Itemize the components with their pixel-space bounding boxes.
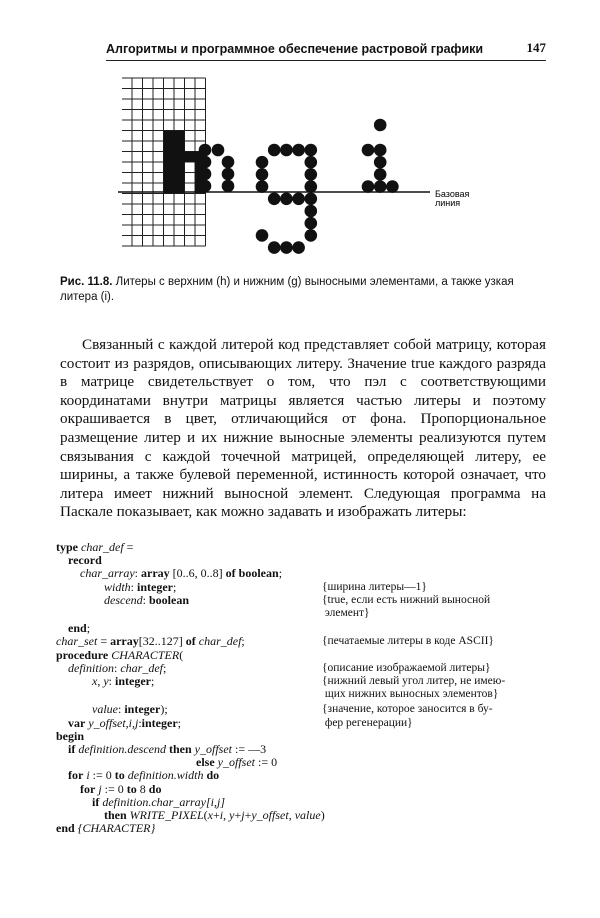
program-token: := 0 <box>101 781 127 796</box>
program-line <box>68 717 181 730</box>
program-token: width <box>104 579 131 594</box>
body-paragraph: Связанный с каждой литерой код представляет собой матрицу, которая состоит из разрядов, описывающих литеру. Значение true каждого разряда в матрице свидетельствует о том, что пэл с соответствующими координатами внутри матрицы является частью литеры и поэтому окрашивается в цвет, отличающийся от фона. Пропорциональное размещение литер и их нижние выносные элементы реализуются путем связывания с каждой точечной матрицей, определяющей литеру, ее ширины, а также булевой переменной, истинность которой означает, что литера имеет нижний выносной элемент. Следующая программа на Паскале показывает, как можно задавать и изображать литеры: <box>60 336 546 521</box>
program-token: definition.char_array[i,j] <box>99 794 226 809</box>
program-token: = <box>123 540 134 554</box>
dot-g <box>268 144 281 157</box>
program-token: value <box>92 702 118 717</box>
program-token: for <box>80 781 96 796</box>
pixel-h <box>185 152 196 163</box>
program-token: then <box>169 742 192 756</box>
pixel-h <box>174 141 185 152</box>
program-token: char_def <box>81 540 124 554</box>
program-token: for <box>68 768 84 783</box>
program-token: ; <box>177 715 181 730</box>
pixel-h <box>164 141 175 152</box>
program-token: , <box>288 808 295 822</box>
figure-caption <box>60 275 546 305</box>
program-comment: {описание изображаемой литеры} <box>322 661 491 674</box>
dot-g <box>305 205 318 218</box>
pixel-h <box>174 162 185 173</box>
dot-g <box>268 193 281 206</box>
caption-label: Рис. 11.8. <box>60 276 113 288</box>
body-paragraph-block <box>60 336 546 522</box>
dot-h <box>199 180 212 193</box>
dot-g <box>305 193 318 206</box>
program-token: + <box>244 808 252 822</box>
pixel-h <box>174 173 185 184</box>
dot-h <box>212 144 225 157</box>
program-token: do <box>206 768 220 783</box>
program-token: ; <box>241 634 245 649</box>
program-token: : <box>138 715 142 730</box>
letter-g-dots <box>256 144 317 254</box>
program-token: [32..127] <box>138 634 186 649</box>
dot-i <box>374 156 387 169</box>
caption-text: Литеры с верхним (h) и нижним (g) выносными элементами, а также узкая литера (i). <box>60 276 514 303</box>
baseline-label-1: Базовая <box>435 189 470 199</box>
page-number: 147 <box>526 40 546 55</box>
program-token: begin <box>56 728 85 743</box>
program-token: : <box>108 674 115 688</box>
letter-matrix-figure <box>110 70 490 265</box>
program-token: WRITE_PIXEL <box>126 808 204 822</box>
program-token: integer <box>141 715 178 730</box>
dot-g <box>256 229 269 242</box>
dot-g <box>305 144 318 157</box>
program-token: y <box>103 674 109 688</box>
dot-h <box>222 156 235 169</box>
program-token: procedure <box>56 647 109 662</box>
program-token: else <box>196 755 215 770</box>
dot-i <box>374 180 387 193</box>
running-header <box>106 40 546 61</box>
program-token: definition.descend <box>75 742 169 756</box>
dot-g <box>292 241 305 254</box>
program-token: i <box>219 808 224 822</box>
program-token: record <box>68 553 102 568</box>
program-token: ); <box>160 702 168 717</box>
program-token: end <box>56 821 75 836</box>
dot-g <box>256 180 269 193</box>
program-token: [0..6, 0..8] <box>169 566 226 581</box>
pixel-h <box>164 162 175 173</box>
program-token: type <box>56 540 78 554</box>
program-token: y <box>229 808 235 822</box>
program-line <box>92 675 154 688</box>
dot-g <box>305 217 318 230</box>
program-token: if <box>92 794 100 809</box>
dot-i <box>374 168 387 181</box>
program-token: array <box>110 634 139 649</box>
letter-h-dots <box>164 131 235 194</box>
program-token: i <box>83 768 90 783</box>
pixel-h <box>174 152 185 163</box>
program-token: j <box>241 808 245 822</box>
pixel-h <box>164 131 175 142</box>
program-token: ( <box>179 647 184 662</box>
program-token: j <box>95 781 102 796</box>
program-token: definition.width <box>124 768 207 783</box>
program-token: : <box>142 592 149 607</box>
baseline-label-2: линия <box>435 198 461 208</box>
program-token: ; <box>86 621 91 636</box>
program-token: char_def <box>120 660 163 675</box>
program-token: ) <box>320 808 325 822</box>
dot-g <box>305 229 318 242</box>
header-title: Алгоритмы и программное обеспечение растровой графики <box>106 42 484 56</box>
dot-g <box>292 144 305 157</box>
program-token: integer <box>124 702 161 717</box>
program-token: of boolean <box>225 566 279 581</box>
program-line <box>104 594 189 607</box>
program-token: : <box>118 702 125 717</box>
program-token: char_set <box>56 634 98 649</box>
program-comment: {нижний левый угол литер, не имею- щих нижних выносных элементов} <box>322 675 506 701</box>
pixel-h <box>174 131 185 142</box>
dot-g <box>256 168 269 181</box>
dot-h <box>222 180 235 193</box>
program-token: ; <box>150 674 155 688</box>
dot-g <box>305 168 318 181</box>
dot-g <box>268 241 281 254</box>
program-comment: {значение, которое заносится в бу- фер регенерации} <box>322 703 493 729</box>
program-token: = <box>97 634 111 649</box>
program-token: {CHARACTER} <box>74 821 156 836</box>
program-token: definition <box>68 660 114 675</box>
dot-g <box>305 180 318 193</box>
program-token: ( <box>203 808 208 822</box>
dot-g <box>305 156 318 169</box>
pixel-h <box>164 173 175 184</box>
program-token: : <box>114 660 121 675</box>
pixel-h <box>164 152 175 163</box>
program-token: , <box>97 674 104 688</box>
program-comment: {печатаемые литеры в коде ASCII} <box>322 635 494 648</box>
program-token: x <box>92 674 98 688</box>
program-token: + <box>213 808 220 822</box>
program-token: + <box>234 808 242 822</box>
dot-i <box>386 180 399 193</box>
program-line <box>56 822 155 835</box>
program-token: then <box>104 808 127 822</box>
program-token: end <box>68 621 87 636</box>
program-token: , <box>223 808 230 822</box>
pixel-h <box>174 183 185 194</box>
program-token: do <box>148 781 162 796</box>
program-token: to <box>114 768 125 783</box>
program-token: := 0 <box>254 755 278 770</box>
program-token: array <box>141 566 170 581</box>
dot-g <box>256 156 269 169</box>
program-token: : <box>134 566 142 581</box>
dot-i <box>374 144 387 157</box>
dot-h <box>222 168 235 181</box>
program-token: var <box>68 715 86 730</box>
program-comment: {true, если есть нижний выносной элемент} <box>322 593 491 619</box>
pixel-h <box>164 183 175 194</box>
program-token: descend <box>104 592 143 607</box>
program-token: if <box>68 742 76 756</box>
dot-i <box>362 144 375 157</box>
program-token: y_offset <box>214 755 255 770</box>
program-token: value <box>294 808 321 822</box>
program-token: of <box>185 634 196 649</box>
dot-h <box>199 168 212 181</box>
program-token: y_offset,i,j <box>85 715 139 730</box>
dot-i <box>374 119 387 132</box>
program-token: y_offset <box>251 808 289 822</box>
dot-g <box>280 144 293 157</box>
program-token: char_array <box>80 566 135 581</box>
dot-h <box>199 144 212 157</box>
program-token: integer <box>137 579 173 594</box>
letter-i-dots <box>362 119 399 193</box>
program-token: ; <box>278 566 283 581</box>
program-token: ; <box>173 579 177 594</box>
dot-g <box>280 241 293 254</box>
program-comment: {ширина литеры—1} <box>322 580 427 593</box>
program-token: y_offset <box>191 742 232 756</box>
program-token: 8 <box>136 781 149 796</box>
program-token: boolean <box>149 592 190 607</box>
program-token: x <box>207 808 213 822</box>
program-token: integer <box>115 674 151 688</box>
program-token: := 0 <box>89 768 115 783</box>
program-token: to <box>126 781 137 796</box>
dot-g <box>292 193 305 206</box>
program-token: char_def <box>195 634 242 649</box>
program-token: ; <box>163 660 167 675</box>
program-token: : <box>130 579 138 594</box>
dot-g <box>280 193 293 206</box>
dot-i <box>362 180 375 193</box>
dot-h <box>199 156 212 169</box>
program-token: := —3 <box>232 742 267 756</box>
program-token: CHARACTER <box>108 647 180 662</box>
